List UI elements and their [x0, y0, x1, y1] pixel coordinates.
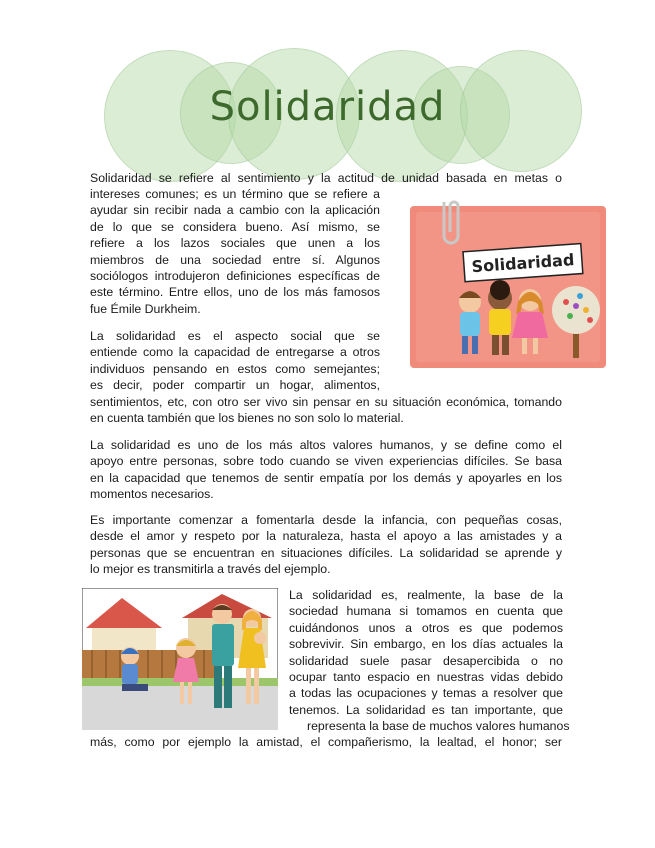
text-line: solidaridad suele pasar desapercibida o no — [289, 653, 563, 668]
card-label-text: Solidaridad — [471, 250, 575, 277]
text-line: fue Émile Durkheim. — [90, 301, 201, 316]
paragraph-1-wrap — [90, 186, 380, 317]
text-line: ayudar sin recibir nada a cambio con la aplicación — [90, 203, 380, 218]
paragraph-2-wrap — [90, 394, 562, 427]
page-title: Solidaridad — [209, 84, 446, 130]
text-line: cuidándonos unos a otros es que podemos — [289, 620, 563, 635]
text-line: es decir, poder compartir un hogar, alimentos, — [90, 378, 380, 393]
paragraph-3 — [90, 437, 562, 503]
text-line: sociedad humana si tomamos en cuenta que — [289, 604, 563, 619]
solidaridad-card-illustration — [408, 198, 608, 370]
text-line: desde el amor y respeto por la naturaleza, hasta el apoyo a las amistades y a — [90, 529, 562, 544]
paragraph-5-tail — [90, 734, 562, 750]
text-line: ocupar tanto espacio en nuestras vidas debido — [289, 670, 563, 685]
text-line: personas que se encuentran en situaciones difíciles. La solidaridad se aprende y — [90, 545, 562, 560]
text-line: entiende como la capacidad de entregarse a otros — [90, 345, 380, 360]
text-line: La solidaridad es, realmente, la base de la — [289, 588, 563, 602]
text-line: sociólogos introdujeron definiciones específicas de — [90, 269, 380, 284]
paragraph-5 — [289, 587, 563, 718]
paragraph-5-wrap — [307, 718, 570, 734]
text-line: apoyo entre personas, sobre todo cuando se viven experiencias difíciles. Se basa — [90, 454, 562, 469]
tree-crown — [552, 286, 600, 334]
text-line: sentimientos, etc, con otro ser vivo sin pensar en su situación económica, tomando — [90, 395, 562, 409]
text-line: refiere a los lazos sociales que unen a los — [90, 236, 380, 251]
paragraph-2 — [90, 328, 380, 394]
text-line: representa la base de muchos valores humanos — [307, 719, 570, 733]
text-line: Es importante comenzar a fomentarla desde la infancia, con pequeñas cosas, — [90, 513, 562, 527]
text-line: a todas las ocupaciones y temas a resolver que — [289, 686, 563, 701]
text-line: La solidaridad es uno de los más altos valores humanos, y se define como el — [90, 438, 562, 452]
paragraph-4 — [90, 512, 562, 578]
text-line: lo mejor es transmitirla a través del ejemplo. — [90, 562, 331, 577]
text-line: sobrevivir. Sin embargo, en los días actuales la — [289, 637, 563, 652]
text-line: tenemos. La solidaridad es tan importante, que — [289, 702, 563, 717]
text-line: este término. Entre ellos, uno de los más famosos — [90, 285, 380, 300]
text-line: de lo que se considera bueno. Así mismo, se — [90, 219, 380, 234]
text-line: individuos pensando en estos como semejantes; — [90, 361, 380, 376]
text-line: momentos necesarios. — [90, 487, 214, 502]
text-line: en la capacidad que tenemos de sentir empatía por los demás y apoyarles en los — [90, 470, 562, 485]
paragraph-1 — [90, 170, 562, 186]
text-line: intereses comunes; es un término que se refiere a — [90, 187, 380, 201]
text-line: La solidaridad es el aspecto social que se — [90, 329, 380, 343]
text-line: miembros de una sociedad entre sí. Algunos — [90, 252, 380, 267]
text-line: en cuenta también que los bienes no son solo lo material. — [90, 411, 404, 426]
text-line: Solidaridad se refiere al sentimiento y la actitud de unidad basada en metas o — [90, 171, 562, 185]
text-line: más, como por ejemplo la amistad, el compañerismo, la lealtad, el honor; ser — [90, 735, 562, 749]
family-scene-illustration — [82, 588, 278, 730]
